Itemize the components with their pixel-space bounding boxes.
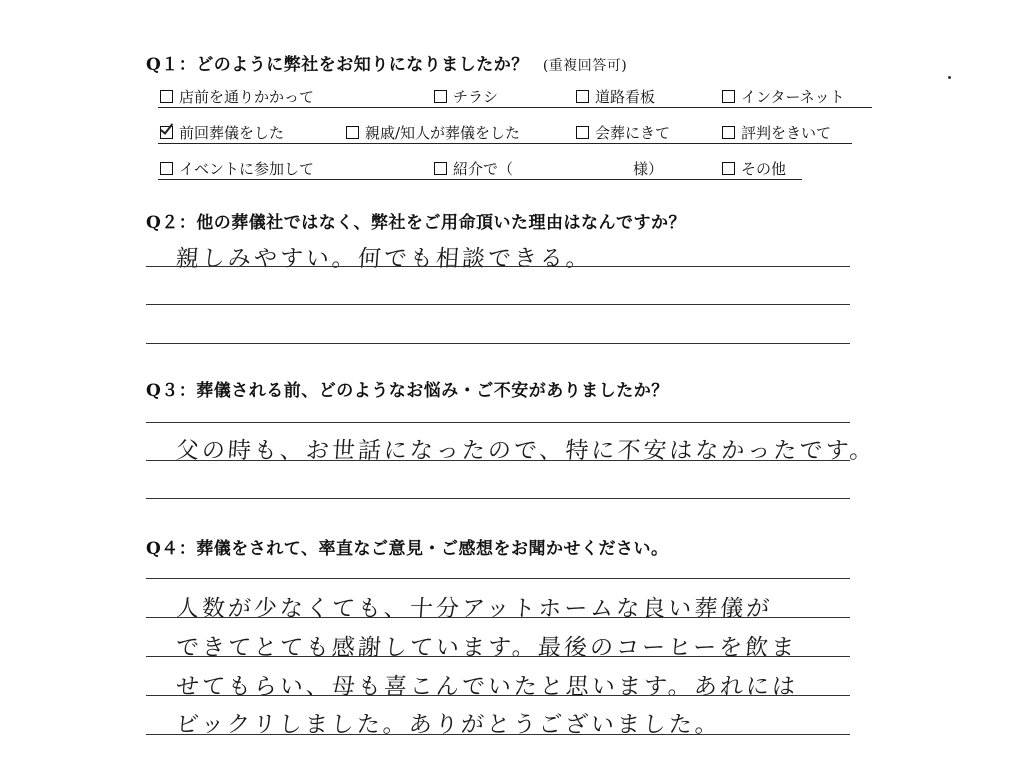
checkbox[interactable] — [434, 162, 447, 175]
checkbox[interactable] — [160, 162, 173, 175]
q1-option-relative-funeral[interactable]: 親戚/知人が葬儀をした — [346, 122, 520, 143]
q1-option-event[interactable]: イベントに参加して — [160, 158, 314, 179]
q4-answer-rule-3 — [146, 656, 850, 657]
q2-answer-rule-2 — [146, 304, 850, 305]
q1-title: Q１：どのように弊社をお知りになりましたか？ (重複回答可) — [146, 55, 628, 75]
checkbox[interactable] — [722, 90, 735, 103]
q4-answer-rule-1 — [146, 578, 850, 579]
q1-option-flyer[interactable]: チラシ — [434, 86, 498, 107]
q3-title: Q３：葬儀される前、どのようなお悩み・ご不安がありましたか？ — [146, 381, 669, 401]
q1-row3-underline — [158, 179, 802, 180]
q2-answer-rule-1 — [146, 266, 850, 267]
q4-answer-line-1: 人数が少なくても、十分アットホームな良い葬儀が — [174, 596, 774, 622]
checkbox[interactable] — [576, 90, 589, 103]
q3-answer-rule-1 — [146, 422, 850, 423]
q1-option-internet[interactable]: インターネット — [722, 86, 845, 107]
q1-option-referral[interactable]: 紹介で（ 様） — [434, 158, 663, 179]
q3-answer-line-1: 父の時も、お世話になったので、特に不安はなかったです。 — [174, 438, 877, 464]
checkbox[interactable] — [722, 126, 735, 139]
q3-answer-rule-3 — [146, 498, 850, 499]
checkbox[interactable] — [160, 90, 173, 103]
q4-title: Q４：葬儀をされて、率直なご意見・ご感想をお聞かせください。 — [146, 539, 669, 559]
q1-option-previous-funeral[interactable]: 前回葬儀をした — [160, 122, 284, 143]
checkbox[interactable] — [576, 126, 589, 139]
q1-option-other[interactable]: その他 — [722, 158, 786, 179]
q1-row2-underline — [158, 143, 852, 144]
q3-answer-rule-2 — [146, 460, 850, 461]
q2-answer-rule-3 — [146, 343, 850, 344]
checkbox[interactable] — [434, 90, 447, 103]
q4-answer-line-4: ビックリしました。ありがとうございました。 — [174, 712, 722, 738]
scan-speck — [948, 76, 951, 79]
q4-answer-rule-2 — [146, 617, 850, 618]
q1-row1-underline — [158, 107, 872, 108]
checkbox[interactable] — [346, 126, 359, 139]
q4-answer-line-3: せてもらい、母も喜こんでいたと思います。あれには — [174, 674, 799, 700]
q2-answer-line-1: 親しみやすい。何でも相談できる。 — [174, 246, 593, 272]
q1-note: (重複回答可) — [542, 58, 628, 74]
q1-option-road-sign[interactable]: 道路看板 — [576, 86, 655, 107]
q4-answer-rule-5 — [146, 734, 850, 735]
checkbox-checked[interactable] — [160, 126, 173, 139]
q4-answer-rule-4 — [146, 695, 850, 696]
q1-option-store-front[interactable]: 店前を通りかかって — [160, 86, 314, 107]
q1-option-reputation[interactable]: 評判をきいて — [722, 122, 831, 143]
q1-option-attended-funeral[interactable]: 会葬にきて — [576, 122, 670, 143]
q2-title: Q２：他の葬儀社ではなく、弊社をご用命頂いた理由はなんですか？ — [146, 213, 686, 233]
checkbox[interactable] — [722, 162, 735, 175]
q4-answer-line-2: できてとても感謝しています。最後のコーヒーを飲ま — [174, 635, 798, 661]
